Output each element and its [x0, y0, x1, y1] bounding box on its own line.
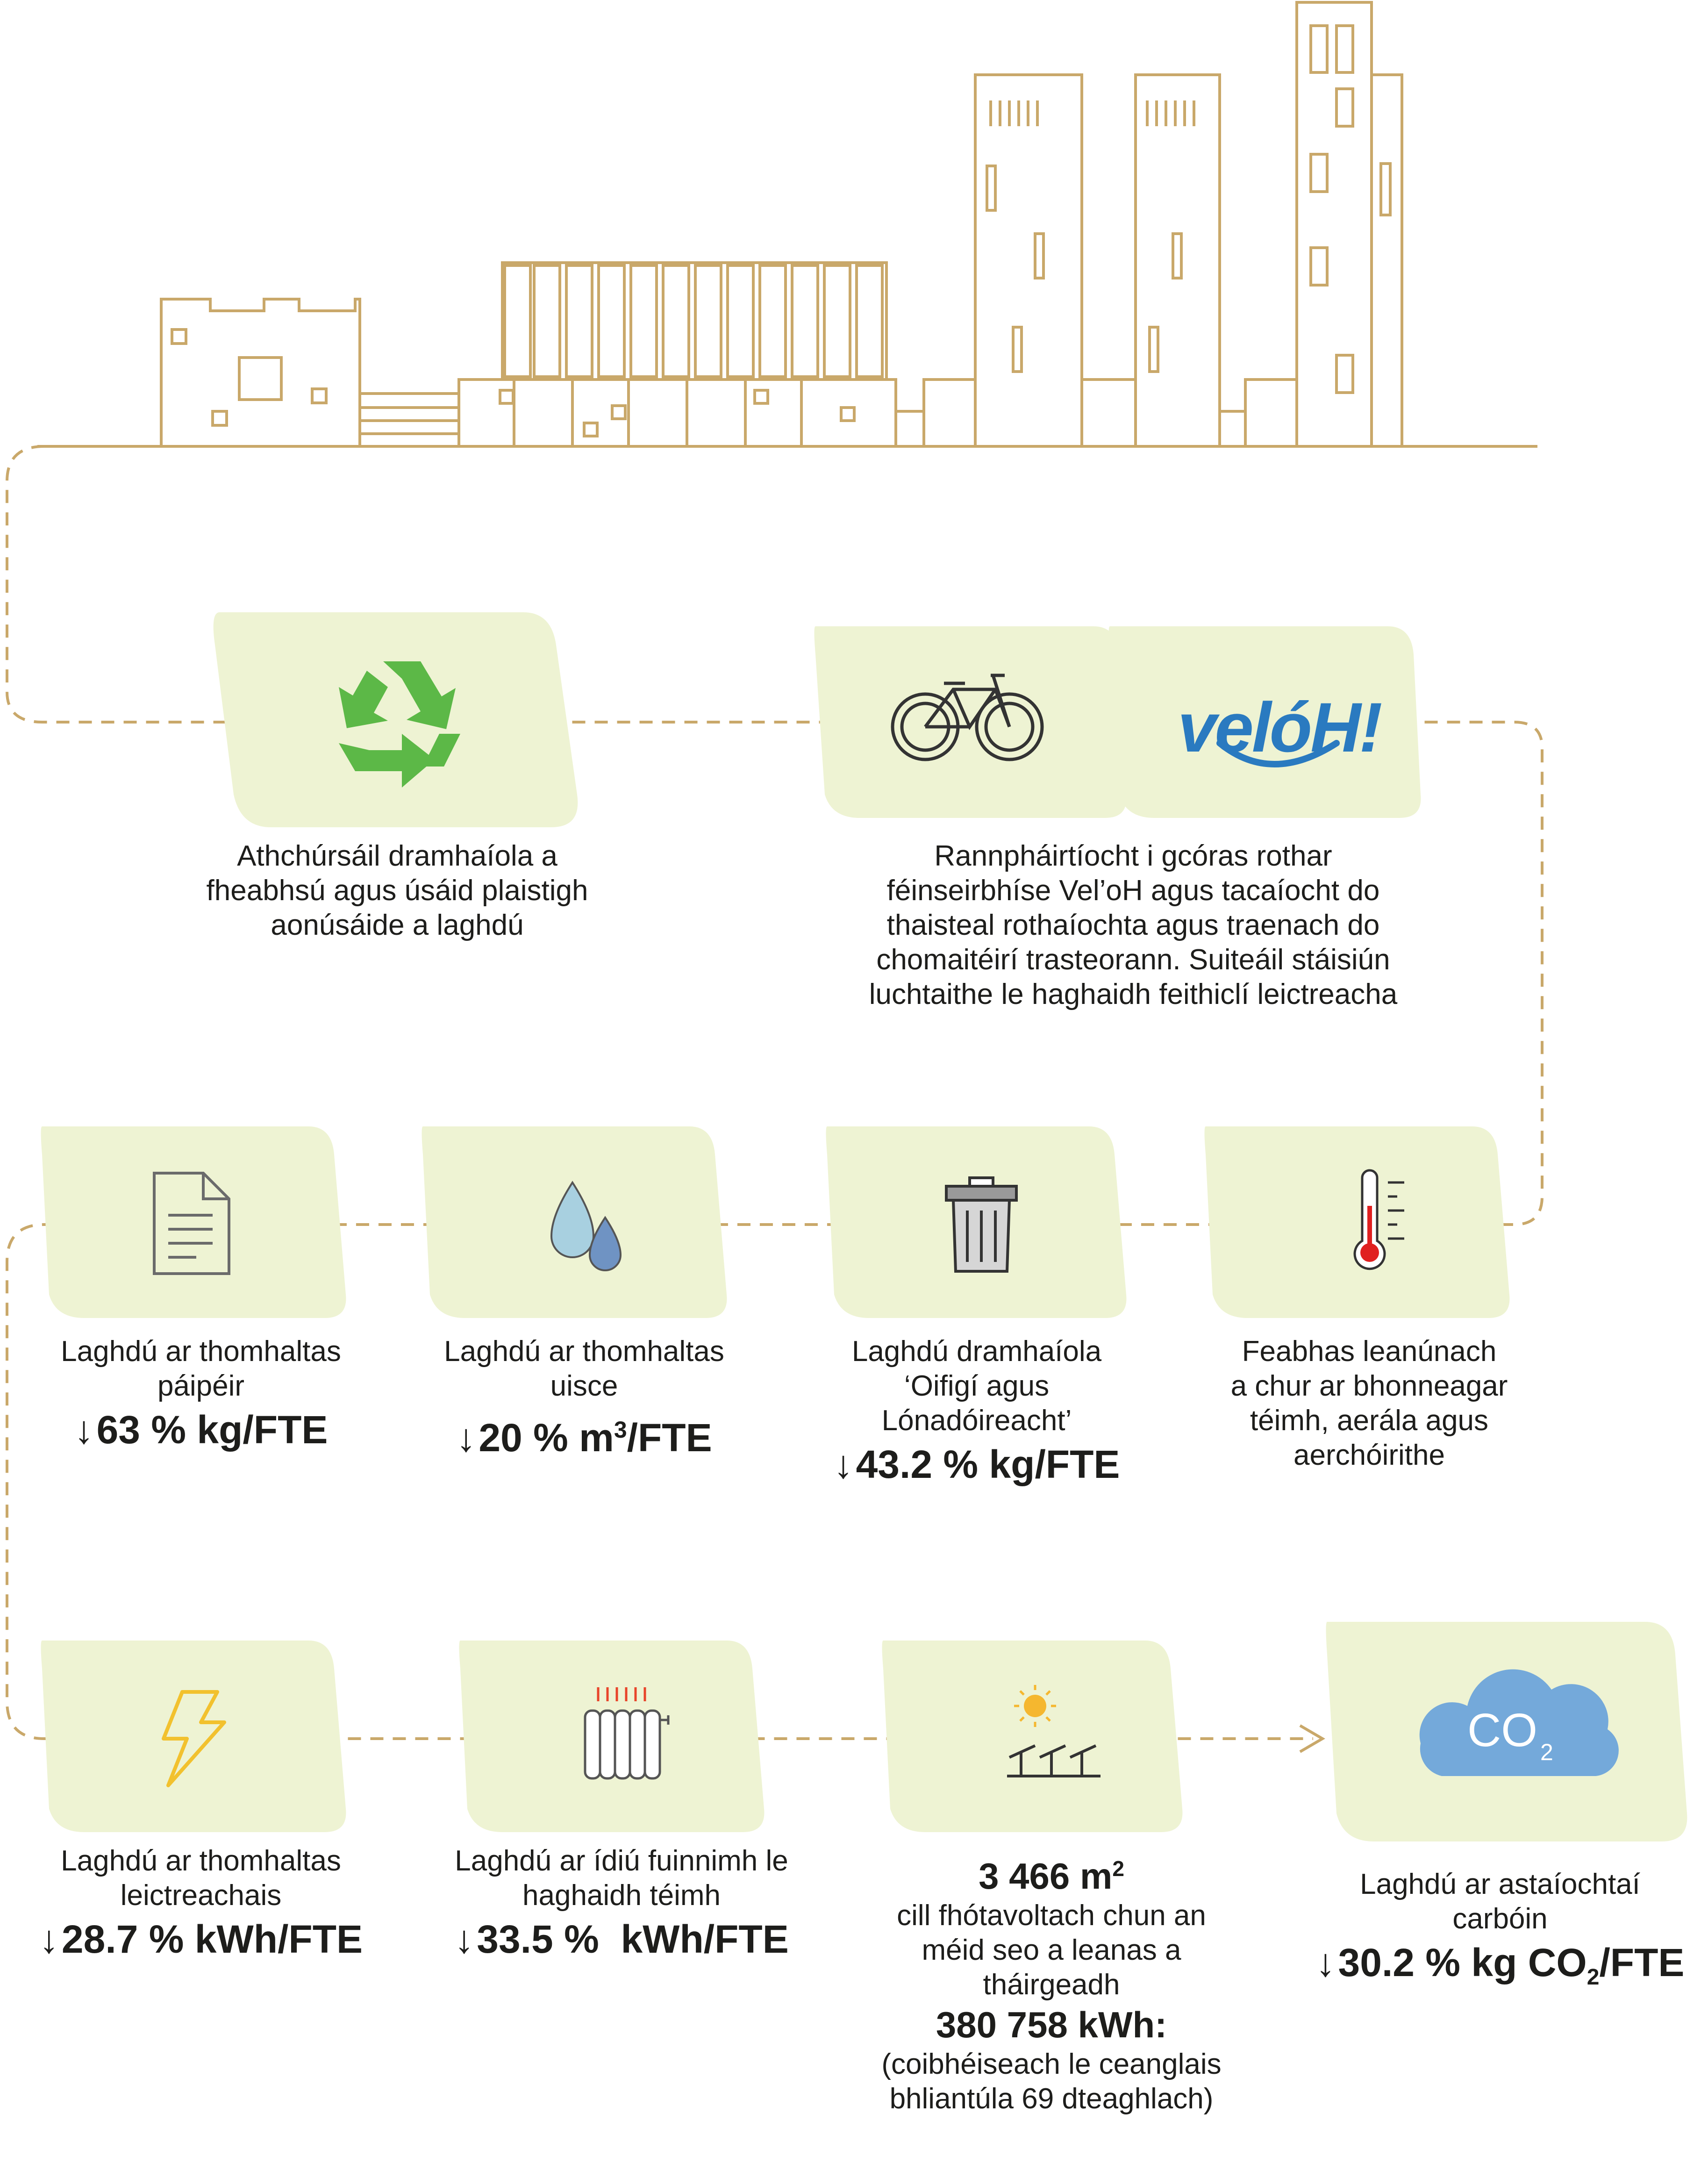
- water-text: Laghdú ar thomhaltas uisce ↓20 % $m^3$/FTE: [402, 1334, 766, 1460]
- card-thermo: [1205, 1126, 1510, 1318]
- card-paper: [41, 1126, 346, 1318]
- recycling-text: Athchúrsáil dramhaíola a fheabhsú agus úsáid plaistigh aonúsáide a laghdú: [206, 840, 588, 941]
- electricity-stat: ↓28.7 % kWh/FTE: [39, 1917, 363, 1961]
- card-bicycle: [815, 626, 1127, 818]
- carbon-stat: ↓30.2 % kg $CO_2$/FTE: [1315, 1941, 1685, 1990]
- down-arrow-icon: ↓: [454, 1917, 474, 1961]
- down-arrow-icon: ↓: [456, 1416, 476, 1460]
- mobility-text: Rannpháirtíocht i gcóras rothar féinseirbhíse Vel’oH agus tacaíocht do thaisteal rothaíochta agus traenach do chomaitéirí trasteorann. Suiteáil stáisiún luchtaithe le haghaidh feithiclí leictreacha: [869, 840, 1398, 1010]
- heat-energy-text: Laghdú ar ídiú fuinnimh le haghaidh téimh ↓33.5 % kWh/FTE: [421, 1844, 822, 1962]
- paper-text: Laghdú ar thomhaltas páipéir ↓63 % kg/FTE: [19, 1334, 383, 1452]
- solar-area: 3 466 $m^2$: [979, 1856, 1124, 1897]
- card-backgrounds: [41, 612, 1687, 1841]
- heating-text: Feabhas leanúnach a chur ar bhonneagar téimh, aerála agus aerchóirithe: [1230, 1335, 1508, 1471]
- heat-energy-stat: ↓33.5 % kWh/FTE: [454, 1917, 789, 1961]
- solar-energy: 380 758 kWh:: [936, 2004, 1167, 2045]
- card-solar: [882, 1641, 1183, 1832]
- solar-text: 3 466 $m^2$ cill fhótavoltach chun an méid seo a leanas a tháirgeadh 380 758 kWh: (coibhéiseach le ceanglais bhliantúla 69 dteaghlach): [855, 1846, 1248, 2116]
- waste-stat: ↓43.2 % kg/FTE: [833, 1442, 1120, 1486]
- down-arrow-icon: ↓: [833, 1442, 853, 1486]
- water-stat: ↓20 % $m^3$/FTE: [456, 1416, 712, 1460]
- co2-cloud-label: CO $_2$: [1467, 1704, 1553, 1765]
- veloh-logo-icon: velóH!: [1178, 688, 1381, 767]
- electricity-text: Laghdú ar thomhaltas leictreachais ↓28.7 % kWh/FTE: [9, 1844, 393, 1962]
- down-arrow-icon: ↓: [74, 1408, 94, 1452]
- down-arrow-icon: ↓: [1315, 1941, 1336, 1985]
- skyline-illustration: [37, 2, 1537, 446]
- card-recycling: [214, 612, 578, 827]
- card-electricity: [41, 1641, 346, 1832]
- waste-text: Laghdú dramhaíola ‘Oifigí agus Lónadóireacht’ ↓43.2 % kg/FTE: [794, 1334, 1159, 1487]
- carbon-text: Laghdú ar astaíochtaí carbóin ↓30.2 % kg $CO_2$/FTE: [1299, 1867, 1701, 2000]
- trash-bin-icon: [946, 1178, 1016, 1271]
- connector-arrowhead-icon: [1300, 1726, 1322, 1752]
- paper-stat: ↓63 % kg/FTE: [74, 1408, 328, 1452]
- down-arrow-icon: ↓: [39, 1917, 59, 1961]
